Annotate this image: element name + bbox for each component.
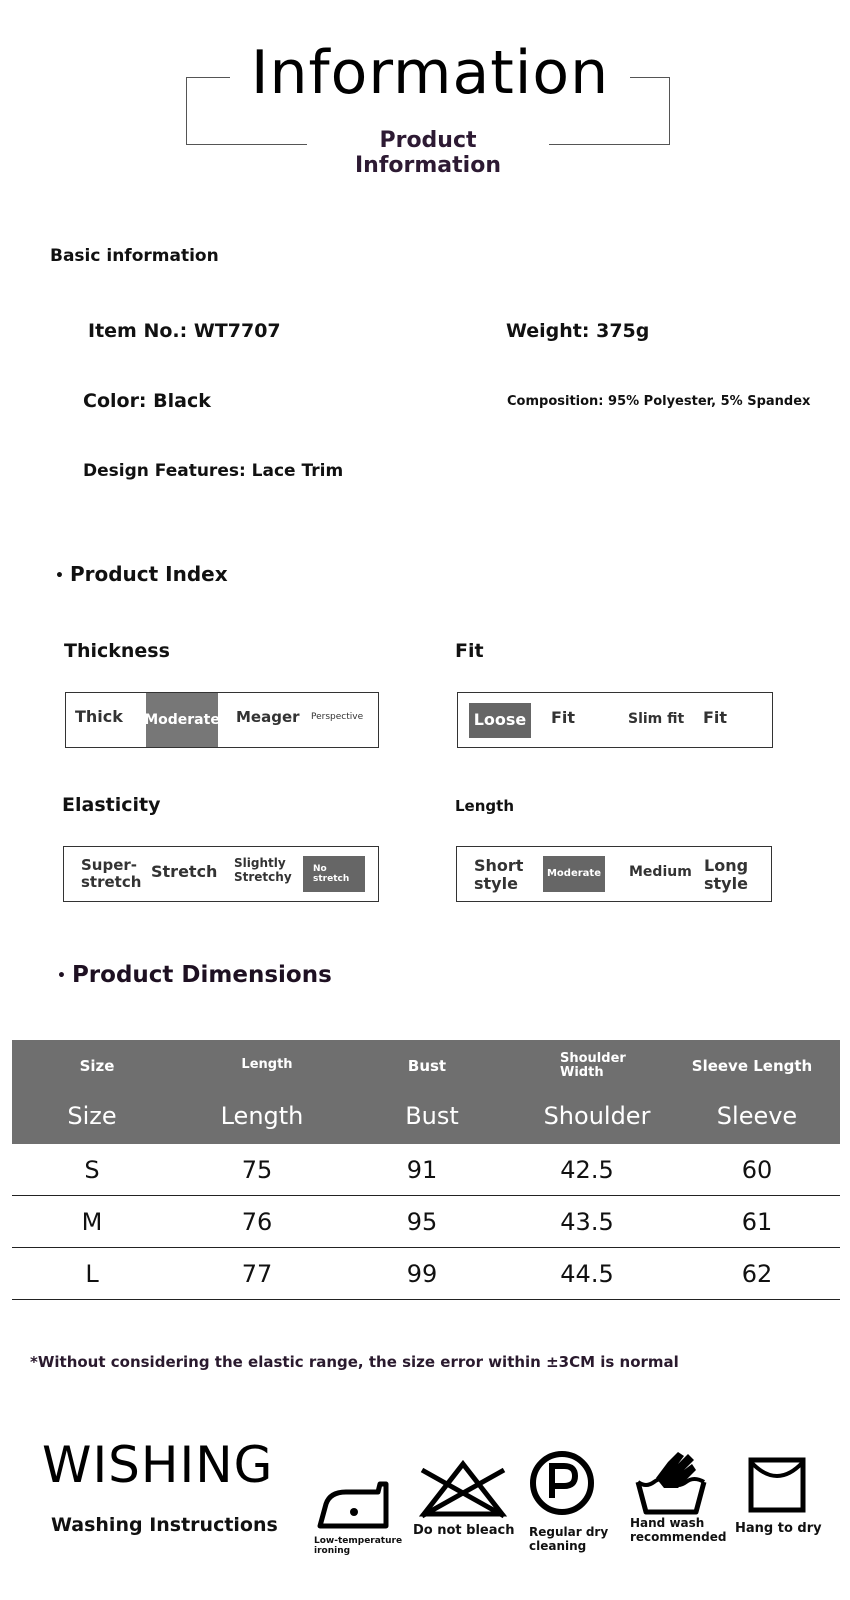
header-sleeve-sub: Sleeve [716,1102,798,1130]
basic-info-label: Basic information [50,246,219,266]
table-row [12,1248,840,1300]
length-option-medium: Medium [629,864,692,880]
cell-length: 77 [241,1260,273,1288]
cell-sleeve: 60 [741,1156,773,1184]
cell-length: 75 [241,1156,273,1184]
header-size-sub: Size [67,1102,117,1130]
iron-icon [316,1476,396,1532]
fit-label: Fit [455,640,484,662]
hand-wash-icon [634,1448,708,1516]
care-item-hand-wash [630,1448,727,1545]
product-index-label: Product Index [69,562,228,586]
header-size: Size [79,1057,115,1075]
care-label-dry-clean: Regular dry cleaning [529,1525,609,1553]
size-error-note: *Without considering the elastic range, the size error within ±3CM is normal [30,1353,679,1371]
color: Color: Black [83,390,211,412]
cell-sleeve: 61 [741,1208,773,1236]
design-features: Design Features: Lace Trim [83,461,344,481]
weight: Weight: 375g [506,320,650,342]
page-title: Information [230,38,630,108]
care-item-dry-clean [527,1450,608,1554]
length-option-long-style: Long style [704,856,749,894]
elasticity-option-slightly-stretchy: Slightly Stretchy [234,856,292,884]
page-subtitle: Product Information [307,128,549,178]
care-label-hang-dry: Hang to dry [735,1521,822,1536]
cell-shoulder: 44.5 [560,1260,614,1288]
fit-option-fit-2: Fit [703,708,728,727]
header-sleeve-length: Sleeve Length [691,1057,813,1075]
cell-size: M [81,1208,103,1236]
header-bust-sub: Bust [405,1102,459,1130]
table-row [12,1196,840,1248]
length-label: Length [455,797,514,815]
cell-bust: 99 [406,1260,438,1288]
cell-bust: 91 [406,1156,438,1184]
cell-size: L [85,1260,99,1288]
cell-length: 76 [241,1208,273,1236]
elasticity-option-stretch: Stretch [151,862,218,881]
cell-bust: 95 [406,1208,438,1236]
bullet-icon: • [57,967,66,984]
product-dimensions-label: Product Dimensions [71,962,332,988]
product-index-title [55,562,228,586]
composition: Composition: 95% Polyester, 5% Spandex [507,394,811,409]
fit-option-slim-fit: Slim fit [628,711,685,727]
size-table [12,1040,840,1300]
care-item-hang-dry [735,1456,822,1537]
fit-option-fit: Fit [551,708,576,727]
cell-sleeve: 62 [741,1260,773,1288]
dry-clean-icon [527,1450,597,1516]
care-label-iron: Low-temperature ironing [314,1536,403,1557]
washing-title: WISHING [42,1436,274,1494]
elasticity-option-no-stretch: No stretch [303,856,365,892]
elasticity-option-super-stretch: Super- stretch [81,856,142,892]
elasticity-scale [63,846,379,902]
header-shoulder-sub: Shoulder [543,1102,651,1130]
length-scale [456,846,772,902]
care-label-bleach: Do not bleach [413,1523,515,1538]
thickness-scale [65,692,379,748]
cell-shoulder: 43.5 [560,1208,614,1236]
table-header [12,1040,840,1144]
table-row [12,1144,840,1196]
header-bust: Bust [407,1057,447,1075]
item-no: Item No.: WT7707 [88,320,281,342]
thickness-label: Thickness [64,640,170,662]
header-shoulder-width: Shoulder Width [560,1051,626,1081]
thickness-option-meager: Meager [236,708,300,726]
care-label-hand-wash: Hand wash recommended [630,1516,727,1544]
header-length-sub: Length [220,1102,304,1130]
washing-subtitle: Washing Instructions [51,1514,278,1536]
fit-option-loose: Loose [469,703,531,738]
cell-shoulder: 42.5 [560,1156,614,1184]
elasticity-label: Elasticity [62,794,161,816]
length-option-moderate: Moderate [543,856,605,892]
bullet-icon: • [55,567,64,584]
care-item-iron [316,1476,402,1557]
cell-size: S [84,1156,100,1184]
product-dimensions-title [57,962,332,988]
thickness-option-perspective: Perspective [311,712,364,722]
fit-scale [457,692,773,748]
header-length: Length [241,1057,293,1072]
hang-dry-icon [747,1456,807,1514]
thickness-option-moderate: Moderate [146,693,218,747]
length-option-short-style: Short style [474,856,524,894]
care-item-bleach [413,1458,515,1539]
thickness-option-thick: Thick [75,707,123,726]
no-bleach-icon [418,1458,508,1520]
